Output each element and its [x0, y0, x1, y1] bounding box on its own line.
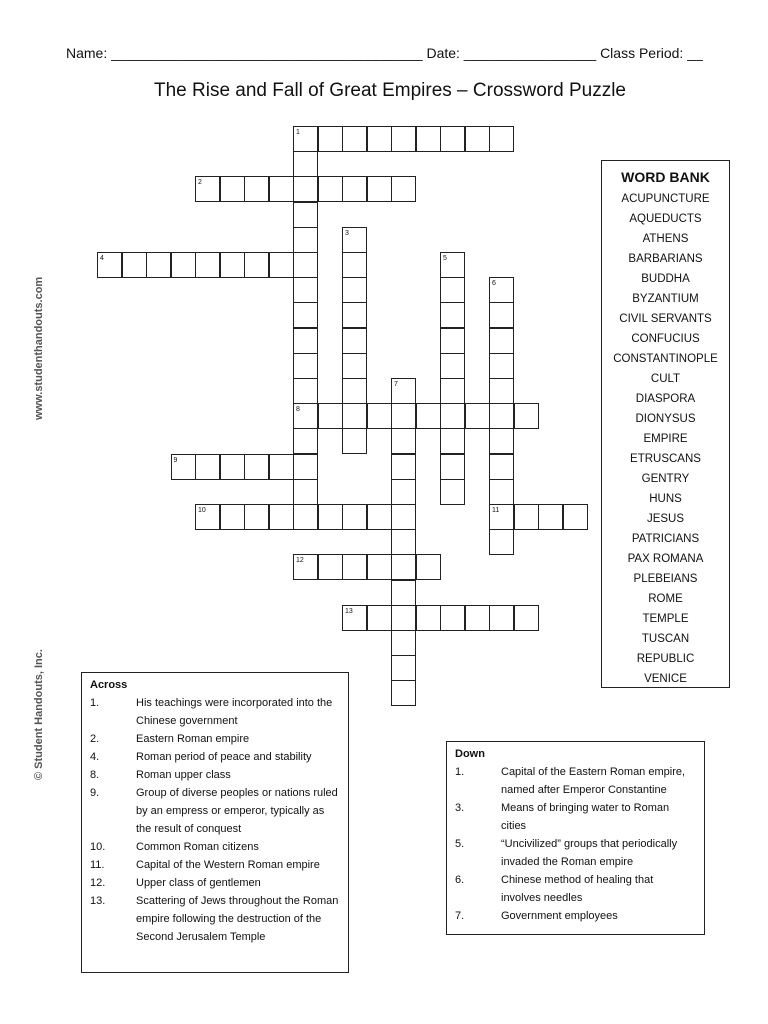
crossword-cell[interactable]	[440, 302, 465, 328]
clue-number-label: 13	[345, 607, 353, 615]
crossword-cell[interactable]	[416, 605, 441, 631]
clue-number: 6.	[455, 874, 465, 886]
crossword-cell[interactable]	[489, 126, 514, 152]
word-bank	[601, 160, 730, 688]
down-clue	[455, 799, 696, 835]
crossword-cell[interactable]	[391, 680, 416, 706]
crossword-cell[interactable]	[342, 227, 367, 253]
crossword-cell[interactable]	[367, 605, 392, 631]
crossword-cell[interactable]	[489, 479, 514, 505]
crossword-cell[interactable]	[391, 378, 416, 404]
crossword-cell[interactable]	[220, 176, 245, 202]
clue-number-label: 3	[345, 229, 349, 237]
crossword-cell[interactable]	[440, 378, 465, 404]
crossword-cell[interactable]	[440, 252, 465, 278]
word-bank-item: DIONYSUS	[635, 413, 696, 425]
word-bank-item: EMPIRE	[643, 433, 688, 445]
clue-number-label: 4	[100, 255, 104, 262]
crossword-cell[interactable]	[97, 252, 122, 278]
page-title: The Rise and Fall of Great Empires – Crossword Puzzle	[153, 80, 626, 101]
crossword-cell[interactable]	[195, 176, 220, 202]
crossword-cell[interactable]	[342, 605, 367, 631]
crossword-cell[interactable]	[293, 328, 318, 354]
crossword-cell[interactable]	[195, 454, 220, 480]
across-clue	[90, 838, 340, 856]
crossword-cell[interactable]	[244, 504, 269, 530]
crossword-cell[interactable]	[244, 454, 269, 480]
crossword-cell[interactable]	[440, 126, 465, 152]
across-clue	[90, 730, 340, 748]
crossword-cell[interactable]	[440, 428, 465, 454]
word-bank-item: REPUBLIC	[636, 653, 695, 665]
clue-number: 5.	[455, 838, 465, 850]
crossword-cell[interactable]	[293, 176, 318, 202]
clue-number-label: 6	[492, 280, 496, 288]
crossword-cell[interactable]	[318, 403, 343, 429]
word-bank-item: PATRICIANS	[631, 533, 700, 545]
crossword-cell[interactable]	[293, 126, 318, 152]
crossword-cell[interactable]	[342, 176, 367, 202]
clue-number: 1.	[90, 697, 100, 709]
crossword-cell[interactable]	[293, 403, 318, 429]
copyright-credit: © Student Handouts, Inc.	[33, 649, 45, 780]
crossword-cell[interactable]	[391, 655, 416, 681]
crossword-cell[interactable]	[391, 479, 416, 505]
word-bank-item: DIASPORA	[635, 393, 696, 405]
crossword-cell[interactable]	[342, 277, 367, 303]
word-bank-item: TEMPLE	[642, 613, 689, 625]
crossword-cell[interactable]	[244, 176, 269, 202]
crossword-cell[interactable]	[367, 554, 392, 580]
crossword-cell[interactable]	[293, 554, 318, 580]
crossword-cell[interactable]	[489, 328, 514, 354]
crossword-cell[interactable]	[440, 328, 465, 354]
clue-number: 1.	[455, 766, 465, 778]
crossword-cell[interactable]	[465, 126, 490, 152]
crossword-cell[interactable]	[391, 504, 416, 530]
crossword-cell[interactable]	[318, 554, 343, 580]
clue-number-label: 8	[296, 406, 300, 414]
crossword-cell[interactable]	[269, 252, 294, 278]
clue-text: His teachings were incorporated into the Chinese government	[136, 697, 333, 727]
crossword-cell[interactable]	[440, 277, 465, 303]
clue-number: 8.	[90, 769, 100, 781]
crossword-cell[interactable]	[489, 504, 514, 530]
crossword-cell[interactable]	[367, 403, 392, 429]
word-bank-item: ACUPUNCTURE	[621, 193, 710, 205]
clue-text: Means of bringing water to Roman cities	[501, 802, 670, 832]
crossword-cell[interactable]	[269, 454, 294, 480]
across-clue	[90, 694, 340, 730]
clue-number: 13.	[90, 895, 106, 907]
crossword-cell[interactable]	[122, 252, 147, 278]
crossword-cell[interactable]	[391, 126, 416, 152]
clue-text: Roman period of peace and stability	[136, 751, 312, 763]
clue-text: Eastern Roman empire	[136, 733, 250, 745]
crossword-cell[interactable]	[342, 504, 367, 530]
clue-number-label: 7	[394, 381, 398, 388]
crossword-cell[interactable]	[342, 353, 367, 379]
clue-number-label: 10	[198, 507, 206, 514]
clue-number: 12.	[90, 877, 106, 889]
word-bank-item: BARBARIANS	[628, 253, 703, 265]
crossword-cell[interactable]	[367, 126, 392, 152]
clue-text: Group of diverse peoples or nations ruled by an empress or emperor, typically as the result of conquest	[136, 787, 338, 835]
clue-number-label: 1	[296, 129, 300, 136]
crossword-cell[interactable]	[489, 353, 514, 379]
clue-text: Common Roman citizens	[136, 841, 259, 853]
crossword-cell[interactable]	[293, 428, 318, 454]
clue-text: Roman upper class	[136, 769, 231, 781]
word-bank-item: BUDDHA	[641, 273, 690, 285]
crossword-cell[interactable]	[220, 504, 245, 530]
clue-text: “Uncivilized” groups that periodically invaded the Roman empire	[501, 838, 678, 868]
crossword-cell[interactable]	[342, 378, 367, 404]
crossword-cell[interactable]	[489, 302, 514, 328]
across-clue	[90, 874, 340, 892]
crossword-cell[interactable]	[220, 252, 245, 278]
crossword-cell[interactable]	[538, 504, 563, 530]
word-bank-item: CIVIL SERVANTS	[619, 313, 712, 325]
down-clue	[455, 871, 696, 907]
across-clue	[90, 892, 340, 946]
clue-number: 4.	[90, 751, 100, 763]
crossword-cell[interactable]	[293, 202, 318, 228]
clue-text: Chinese method of healing that involves needles	[501, 874, 654, 904]
across-clue	[90, 748, 340, 766]
crossword-cell[interactable]	[440, 403, 465, 429]
crossword-cell[interactable]	[293, 454, 318, 480]
crossword-cell[interactable]	[293, 302, 318, 328]
clue-number: 2.	[90, 733, 100, 745]
clue-text: Upper class of gentlemen	[136, 877, 261, 889]
crossword-cell[interactable]	[489, 605, 514, 631]
crossword-cell[interactable]	[391, 580, 416, 606]
clue-text: Government employees	[501, 910, 618, 922]
crossword-cell[interactable]	[367, 504, 392, 530]
crossword-cell[interactable]	[514, 504, 539, 530]
crossword-cell[interactable]	[391, 403, 416, 429]
across-clues	[81, 672, 349, 973]
crossword-cell[interactable]	[342, 126, 367, 152]
crossword-cell[interactable]	[220, 454, 245, 480]
crossword-cell[interactable]	[342, 403, 367, 429]
clue-number-label: 12	[296, 557, 304, 565]
crossword-cell[interactable]	[293, 378, 318, 404]
word-bank-item: CONSTANTINOPLE	[613, 353, 718, 365]
word-bank-item: VENICE	[644, 673, 687, 685]
crossword-cell[interactable]	[440, 605, 465, 631]
crossword-cell[interactable]	[489, 403, 514, 429]
clue-number-label: 11	[492, 507, 500, 514]
crossword-cell[interactable]	[195, 252, 220, 278]
clue-number: 7.	[455, 910, 465, 922]
crossword-cell[interactable]	[391, 630, 416, 656]
word-bank-item: ROME	[648, 593, 683, 605]
crossword-cell[interactable]	[391, 428, 416, 454]
crossword-cell[interactable]	[489, 529, 514, 555]
word-bank-title: WORD BANK	[621, 169, 710, 185]
crossword-cell[interactable]	[416, 403, 441, 429]
clue-text: Scattering of Jews throughout the Roman empire following the destruction of the Second Jerusalem Temple	[136, 895, 339, 943]
crossword-cell[interactable]	[318, 504, 343, 530]
crossword-cell[interactable]	[342, 428, 367, 454]
crossword-cell[interactable]	[489, 454, 514, 480]
crossword-cell[interactable]	[367, 176, 392, 202]
crossword-cell[interactable]	[416, 126, 441, 152]
crossword-cell[interactable]	[293, 151, 318, 177]
crossword-cell[interactable]	[171, 252, 196, 278]
crossword-cell[interactable]	[489, 277, 514, 303]
crossword-cell[interactable]	[269, 504, 294, 530]
crossword-cell[interactable]	[563, 504, 588, 530]
crossword-cell[interactable]	[465, 605, 490, 631]
word-bank-item: GENTRY	[641, 473, 690, 485]
crossword-cell[interactable]	[293, 479, 318, 505]
crossword-cell[interactable]	[318, 126, 343, 152]
crossword-cell[interactable]	[440, 353, 465, 379]
word-bank-item: CULT	[650, 373, 681, 385]
crossword-cell[interactable]	[342, 302, 367, 328]
crossword-cell[interactable]	[342, 328, 367, 354]
word-bank-item: PAX ROMANA	[627, 553, 704, 565]
crossword-cell[interactable]	[195, 504, 220, 530]
clue-number: 9.	[90, 787, 100, 799]
clue-number-label: 2	[198, 179, 202, 187]
down-clue	[455, 763, 696, 799]
word-bank-item: CONFUCIUS	[631, 333, 700, 345]
crossword-cell[interactable]	[293, 504, 318, 530]
word-bank-item: ETRUSCANS	[630, 453, 701, 465]
across-clue	[90, 856, 340, 874]
website-credit: www.studenthandouts.com	[33, 276, 45, 420]
crossword-cell[interactable]	[489, 378, 514, 404]
word-bank-item: TUSCAN	[641, 633, 690, 645]
crossword-cell[interactable]	[171, 454, 196, 480]
crossword-cell[interactable]	[342, 252, 367, 278]
crossword-cell[interactable]	[293, 227, 318, 253]
down-clues	[446, 741, 705, 935]
down-clue	[455, 835, 696, 871]
crossword-cell[interactable]	[146, 252, 171, 278]
clue-text: Capital of the Western Roman empire	[136, 859, 320, 871]
word-bank-item: HUNS	[649, 493, 682, 505]
clue-number-label: 9	[173, 456, 178, 464]
crossword-cell[interactable]	[514, 605, 539, 631]
word-bank-item: JESUS	[646, 513, 685, 525]
word-bank-list	[602, 189, 729, 689]
crossword-cell[interactable]	[465, 403, 490, 429]
clue-number-label: 5	[443, 255, 447, 262]
crossword-cell[interactable]	[416, 554, 441, 580]
header-fields: Name: ________________________________________ Date: _________________ Class Period: __	[66, 45, 703, 61]
across-clue	[90, 766, 340, 784]
crossword-cell[interactable]	[318, 176, 343, 202]
across-heading: Across	[90, 679, 128, 691]
crossword-cell[interactable]	[293, 277, 318, 303]
down-heading: Down	[455, 748, 485, 760]
crossword-cell[interactable]	[342, 554, 367, 580]
crossword-cell[interactable]	[391, 605, 416, 631]
crossword-cell[interactable]	[489, 428, 514, 454]
crossword-cell[interactable]	[440, 454, 465, 480]
crossword-cell[interactable]	[269, 176, 294, 202]
crossword-cell[interactable]	[391, 529, 416, 555]
crossword-cell[interactable]	[440, 479, 465, 505]
word-bank-item: BYZANTIUM	[632, 293, 699, 305]
across-clue	[90, 784, 340, 838]
clue-number: 3.	[455, 802, 465, 814]
crossword-cell[interactable]	[293, 252, 318, 278]
down-clue	[455, 907, 696, 925]
crossword-cell[interactable]	[293, 353, 318, 379]
crossword-cell[interactable]	[244, 252, 269, 278]
word-bank-item: PLEBEIANS	[633, 573, 698, 585]
clue-number: 11.	[90, 859, 105, 871]
clue-number: 10.	[90, 841, 106, 853]
crossword-cell[interactable]	[391, 554, 416, 580]
crossword-cell[interactable]	[391, 454, 416, 480]
clue-text: Capital of the Eastern Roman empire, named after Emperor Constantine	[501, 766, 686, 796]
crossword-cell[interactable]	[391, 176, 416, 202]
word-bank-item: AQUEDUCTS	[629, 213, 702, 225]
word-bank-item: ATHENS	[642, 233, 689, 245]
crossword-cell[interactable]	[514, 403, 539, 429]
